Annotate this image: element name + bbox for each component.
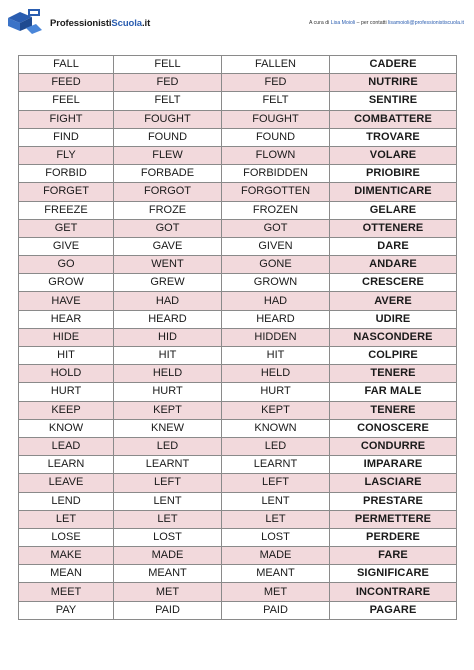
verb-past-simple-cell: FELT — [114, 92, 222, 110]
verb-italian-translation-cell: AVERE — [330, 292, 457, 310]
credit-email-link[interactable]: lisamoioli@professionistiscuola.it — [388, 20, 464, 26]
verb-past-participle-cell: LOST — [222, 528, 330, 546]
table-row — [19, 165, 457, 183]
credit-middle: – per contatti — [355, 20, 387, 26]
table-row — [19, 274, 457, 292]
verb-italian-translation-cell: CONDURRE — [330, 437, 457, 455]
verb-past-participle-cell: LED — [222, 437, 330, 455]
verb-italian-translation-cell: SENTIRE — [330, 92, 457, 110]
verb-past-participle-cell: FORBIDDEN — [222, 165, 330, 183]
verb-past-participle-cell: GOT — [222, 219, 330, 237]
verb-base-form-cell: FORBID — [19, 165, 114, 183]
verb-past-simple-cell: LOST — [114, 528, 222, 546]
table-row — [19, 256, 457, 274]
verb-past-simple-cell: LEARNT — [114, 456, 222, 474]
verb-italian-translation-cell: UDIRE — [330, 310, 457, 328]
verb-italian-translation-cell: LASCIARE — [330, 474, 457, 492]
credit-line — [309, 20, 464, 26]
verb-past-simple-cell: LEFT — [114, 474, 222, 492]
verb-past-participle-cell: FOUND — [222, 128, 330, 146]
verb-past-participle-cell: HEARD — [222, 310, 330, 328]
verb-base-form-cell: GO — [19, 256, 114, 274]
verb-italian-translation-cell: NASCONDERE — [330, 328, 457, 346]
verb-past-participle-cell: FELT — [222, 92, 330, 110]
verb-past-participle-cell: LET — [222, 510, 330, 528]
table-row — [19, 292, 457, 310]
verb-italian-translation-cell: DARE — [330, 237, 457, 255]
verb-past-participle-cell: LENT — [222, 492, 330, 510]
verb-base-form-cell: FIGHT — [19, 110, 114, 128]
verb-base-form-cell: GROW — [19, 274, 114, 292]
verb-past-simple-cell: HELD — [114, 365, 222, 383]
verb-italian-translation-cell: FAR MALE — [330, 383, 457, 401]
verb-past-simple-cell: FLEW — [114, 146, 222, 164]
verb-past-simple-cell: GOT — [114, 219, 222, 237]
verb-past-participle-cell: PAID — [222, 601, 330, 619]
verb-past-participle-cell: FORGOTTEN — [222, 183, 330, 201]
verb-base-form-cell: MAKE — [19, 547, 114, 565]
verb-italian-translation-cell: FARE — [330, 547, 457, 565]
verb-past-participle-cell: GIVEN — [222, 237, 330, 255]
table-row — [19, 456, 457, 474]
table-row — [19, 347, 457, 365]
table-row — [19, 547, 457, 565]
verb-past-simple-cell: PAID — [114, 601, 222, 619]
verb-base-form-cell: FEEL — [19, 92, 114, 110]
verb-past-participle-cell: LEFT — [222, 474, 330, 492]
verb-past-participle-cell: FOUGHT — [222, 110, 330, 128]
verb-past-participle-cell: HIDDEN — [222, 328, 330, 346]
verb-italian-translation-cell: NUTRIRE — [330, 74, 457, 92]
table-row — [19, 474, 457, 492]
table-row — [19, 56, 457, 74]
verb-italian-translation-cell: IMPARARE — [330, 456, 457, 474]
verb-italian-translation-cell: PRIOBIRE — [330, 165, 457, 183]
table-row — [19, 128, 457, 146]
verb-past-simple-cell: HURT — [114, 383, 222, 401]
verb-past-simple-cell: LED — [114, 437, 222, 455]
verb-base-form-cell: KNOW — [19, 419, 114, 437]
credit-author: Lisa Moioli — [330, 20, 356, 26]
verb-italian-translation-cell: COLPIRE — [330, 347, 457, 365]
table-row — [19, 565, 457, 583]
verb-past-simple-cell: MADE — [114, 547, 222, 565]
table-row — [19, 201, 457, 219]
verb-base-form-cell: FORGET — [19, 183, 114, 201]
verb-past-participle-cell: MEANT — [222, 565, 330, 583]
brand-title — [50, 18, 150, 29]
brand-part-2: Scuola — [111, 18, 142, 29]
verb-past-participle-cell: HAD — [222, 292, 330, 310]
table-row — [19, 437, 457, 455]
verb-past-simple-cell: KNEW — [114, 419, 222, 437]
verb-past-simple-cell: GAVE — [114, 237, 222, 255]
verb-past-simple-cell: FED — [114, 74, 222, 92]
table-row — [19, 383, 457, 401]
verb-past-simple-cell: LET — [114, 510, 222, 528]
verb-italian-translation-cell: OTTENERE — [330, 219, 457, 237]
verb-past-participle-cell: KEPT — [222, 401, 330, 419]
verb-past-participle-cell: KNOWN — [222, 419, 330, 437]
verb-base-form-cell: GIVE — [19, 237, 114, 255]
verb-base-form-cell: LET — [19, 510, 114, 528]
verb-italian-translation-cell: CADERE — [330, 56, 457, 74]
verb-past-simple-cell: MET — [114, 583, 222, 601]
verb-past-simple-cell: HIT — [114, 347, 222, 365]
verb-base-form-cell: LEND — [19, 492, 114, 510]
verb-past-simple-cell: FOUND — [114, 128, 222, 146]
verb-base-form-cell: LEAVE — [19, 474, 114, 492]
verb-base-form-cell: HIT — [19, 347, 114, 365]
verb-past-participle-cell: MADE — [222, 547, 330, 565]
verb-base-form-cell: FEED — [19, 74, 114, 92]
verb-past-simple-cell: GREW — [114, 274, 222, 292]
verb-past-simple-cell: LENT — [114, 492, 222, 510]
table-row — [19, 492, 457, 510]
verb-base-form-cell: HEAR — [19, 310, 114, 328]
verb-base-form-cell: GET — [19, 219, 114, 237]
verb-base-form-cell: LEARN — [19, 456, 114, 474]
verb-base-form-cell: FREEZE — [19, 201, 114, 219]
verb-past-participle-cell: GROWN — [222, 274, 330, 292]
verb-italian-translation-cell: PERDERE — [330, 528, 457, 546]
verb-italian-translation-cell: COMBATTERE — [330, 110, 457, 128]
verb-italian-translation-cell: TENERE — [330, 365, 457, 383]
verb-past-simple-cell: HID — [114, 328, 222, 346]
table-row — [19, 328, 457, 346]
table-row — [19, 110, 457, 128]
verb-past-simple-cell: KEPT — [114, 401, 222, 419]
page-header — [0, 0, 474, 48]
credit-prefix: A cura di — [309, 20, 330, 26]
table-row — [19, 528, 457, 546]
verb-base-form-cell: KEEP — [19, 401, 114, 419]
verb-base-form-cell: LEAD — [19, 437, 114, 455]
verb-past-participle-cell: HIT — [222, 347, 330, 365]
brand-part-1: Professionisti — [50, 18, 112, 29]
verb-base-form-cell: HOLD — [19, 365, 114, 383]
table-row — [19, 146, 457, 164]
verb-base-form-cell: FALL — [19, 56, 114, 74]
verb-italian-translation-cell: GELARE — [330, 201, 457, 219]
verb-past-simple-cell: FOUGHT — [114, 110, 222, 128]
professionisti-scuola-logo-icon — [6, 6, 44, 36]
table-row — [19, 219, 457, 237]
table-row — [19, 183, 457, 201]
verb-italian-translation-cell: PERMETTERE — [330, 510, 457, 528]
table-row — [19, 237, 457, 255]
irregular-verbs-table — [18, 55, 457, 620]
brand-part-3: .it — [141, 18, 151, 29]
verb-past-simple-cell: FORGOT — [114, 183, 222, 201]
table-row — [19, 310, 457, 328]
table-row — [19, 74, 457, 92]
verb-past-simple-cell: FROZE — [114, 201, 222, 219]
verb-past-participle-cell: MET — [222, 583, 330, 601]
table-row — [19, 510, 457, 528]
table-row — [19, 601, 457, 619]
verb-base-form-cell: FLY — [19, 146, 114, 164]
verb-italian-translation-cell: VOLARE — [330, 146, 457, 164]
verb-past-participle-cell: HELD — [222, 365, 330, 383]
verb-italian-translation-cell: PRESTARE — [330, 492, 457, 510]
table-row — [19, 401, 457, 419]
verb-past-participle-cell: GONE — [222, 256, 330, 274]
verb-past-simple-cell: HAD — [114, 292, 222, 310]
verb-base-form-cell: MEET — [19, 583, 114, 601]
verb-past-simple-cell: HEARD — [114, 310, 222, 328]
verb-past-simple-cell: MEANT — [114, 565, 222, 583]
verb-past-participle-cell: FROZEN — [222, 201, 330, 219]
verb-base-form-cell: FIND — [19, 128, 114, 146]
verb-base-form-cell: HIDE — [19, 328, 114, 346]
verb-italian-translation-cell: TROVARE — [330, 128, 457, 146]
verb-italian-translation-cell: PAGARE — [330, 601, 457, 619]
verb-italian-translation-cell: TENERE — [330, 401, 457, 419]
verb-italian-translation-cell: CRESCERE — [330, 274, 457, 292]
verb-italian-translation-cell: SIGNIFICARE — [330, 565, 457, 583]
verb-italian-translation-cell: INCONTRARE — [330, 583, 457, 601]
table-row — [19, 419, 457, 437]
verb-italian-translation-cell: DIMENTICARE — [330, 183, 457, 201]
verb-base-form-cell: HAVE — [19, 292, 114, 310]
verb-past-simple-cell: FELL — [114, 56, 222, 74]
verb-italian-translation-cell: CONOSCERE — [330, 419, 457, 437]
verbs-table-body — [19, 56, 457, 620]
verb-past-participle-cell: FALLEN — [222, 56, 330, 74]
verb-base-form-cell: LOSE — [19, 528, 114, 546]
verb-base-form-cell: MEAN — [19, 565, 114, 583]
table-row — [19, 92, 457, 110]
verb-past-simple-cell: WENT — [114, 256, 222, 274]
verb-past-participle-cell: FED — [222, 74, 330, 92]
table-row — [19, 583, 457, 601]
verb-base-form-cell: PAY — [19, 601, 114, 619]
verb-past-participle-cell: FLOWN — [222, 146, 330, 164]
table-row — [19, 365, 457, 383]
verb-italian-translation-cell: ANDARE — [330, 256, 457, 274]
verb-past-participle-cell: LEARNT — [222, 456, 330, 474]
verb-past-participle-cell: HURT — [222, 383, 330, 401]
verb-base-form-cell: HURT — [19, 383, 114, 401]
verb-past-simple-cell: FORBADE — [114, 165, 222, 183]
